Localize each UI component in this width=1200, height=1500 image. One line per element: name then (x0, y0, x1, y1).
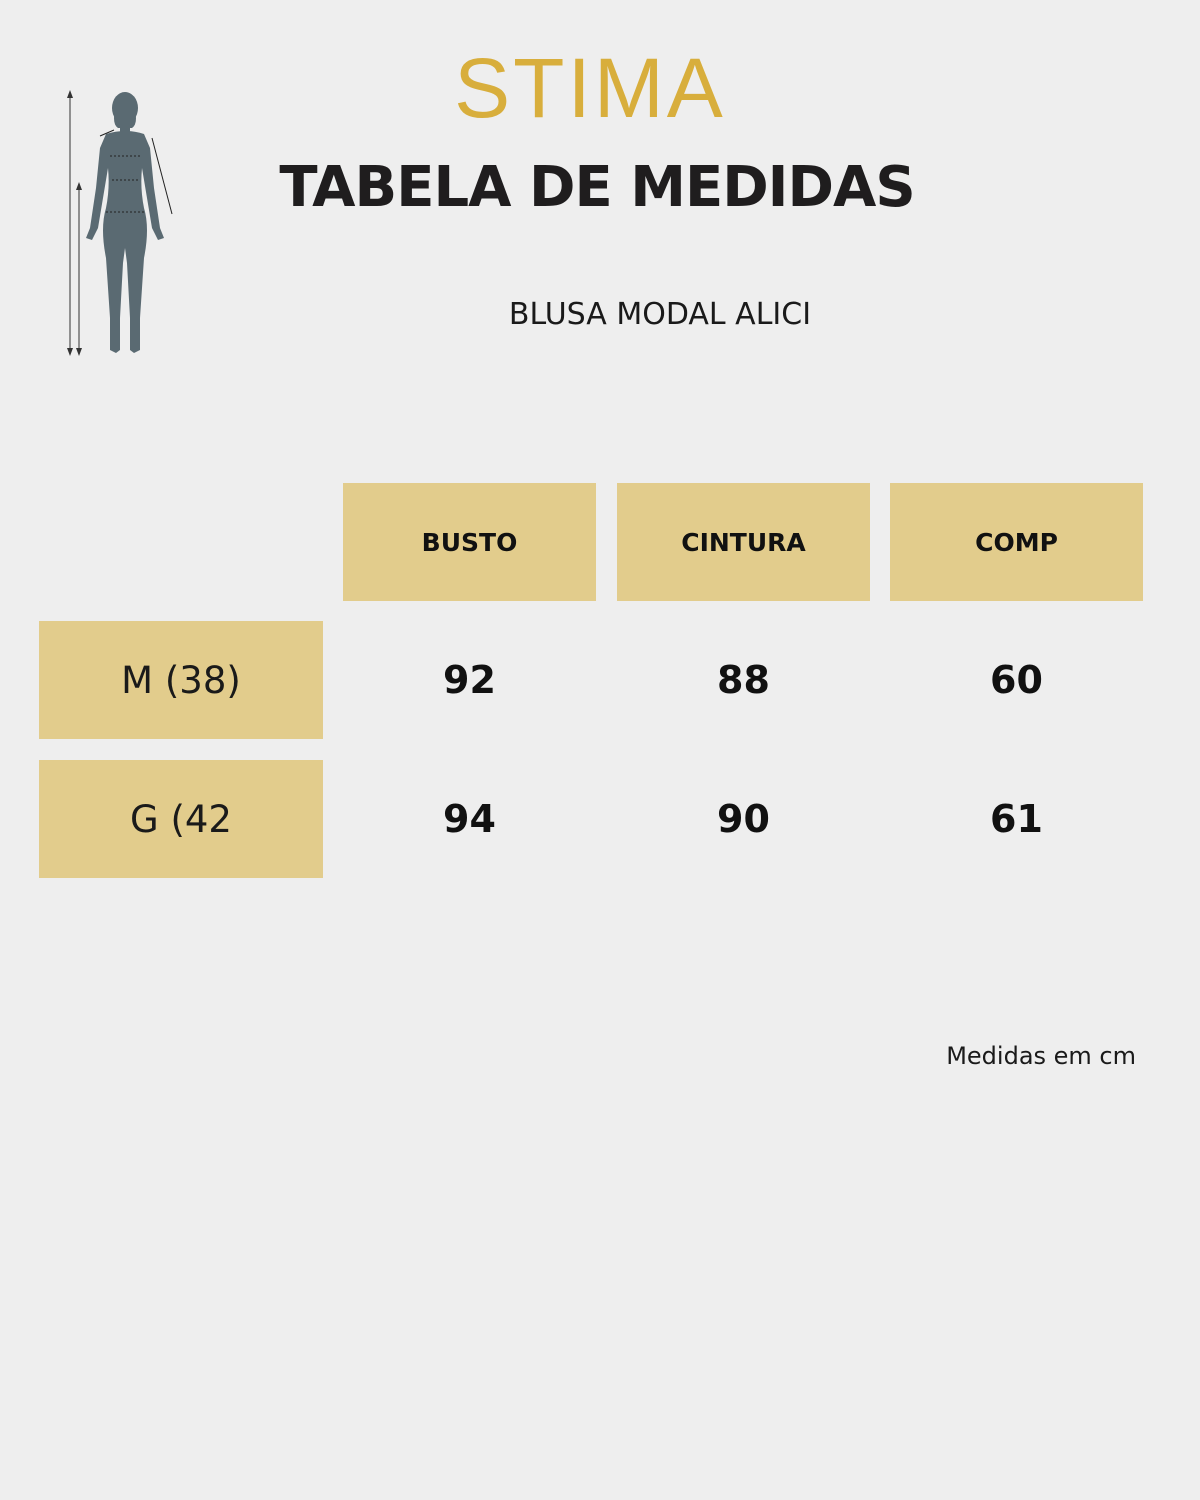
units-note: Medidas em cm (946, 1042, 1136, 1070)
column-header-busto: BUSTO (343, 483, 596, 601)
table-cell: 88 (717, 658, 770, 702)
table-cell: 92 (443, 658, 496, 702)
table-cell: 94 (443, 797, 496, 841)
column-header-comp: COMP (890, 483, 1143, 601)
row-header-size: M (38) (39, 621, 323, 739)
column-header-cintura: CINTURA (617, 483, 870, 601)
brand-logo: STIMA (454, 41, 726, 135)
table-cell: 61 (990, 797, 1043, 841)
page-title: TABELA DE MEDIDAS (279, 155, 915, 220)
table-cell: 60 (990, 658, 1043, 702)
row-header-size: G (42 (39, 760, 323, 878)
product-name: BLUSA MODAL ALICI (508, 297, 812, 332)
table-cell: 90 (717, 797, 770, 841)
